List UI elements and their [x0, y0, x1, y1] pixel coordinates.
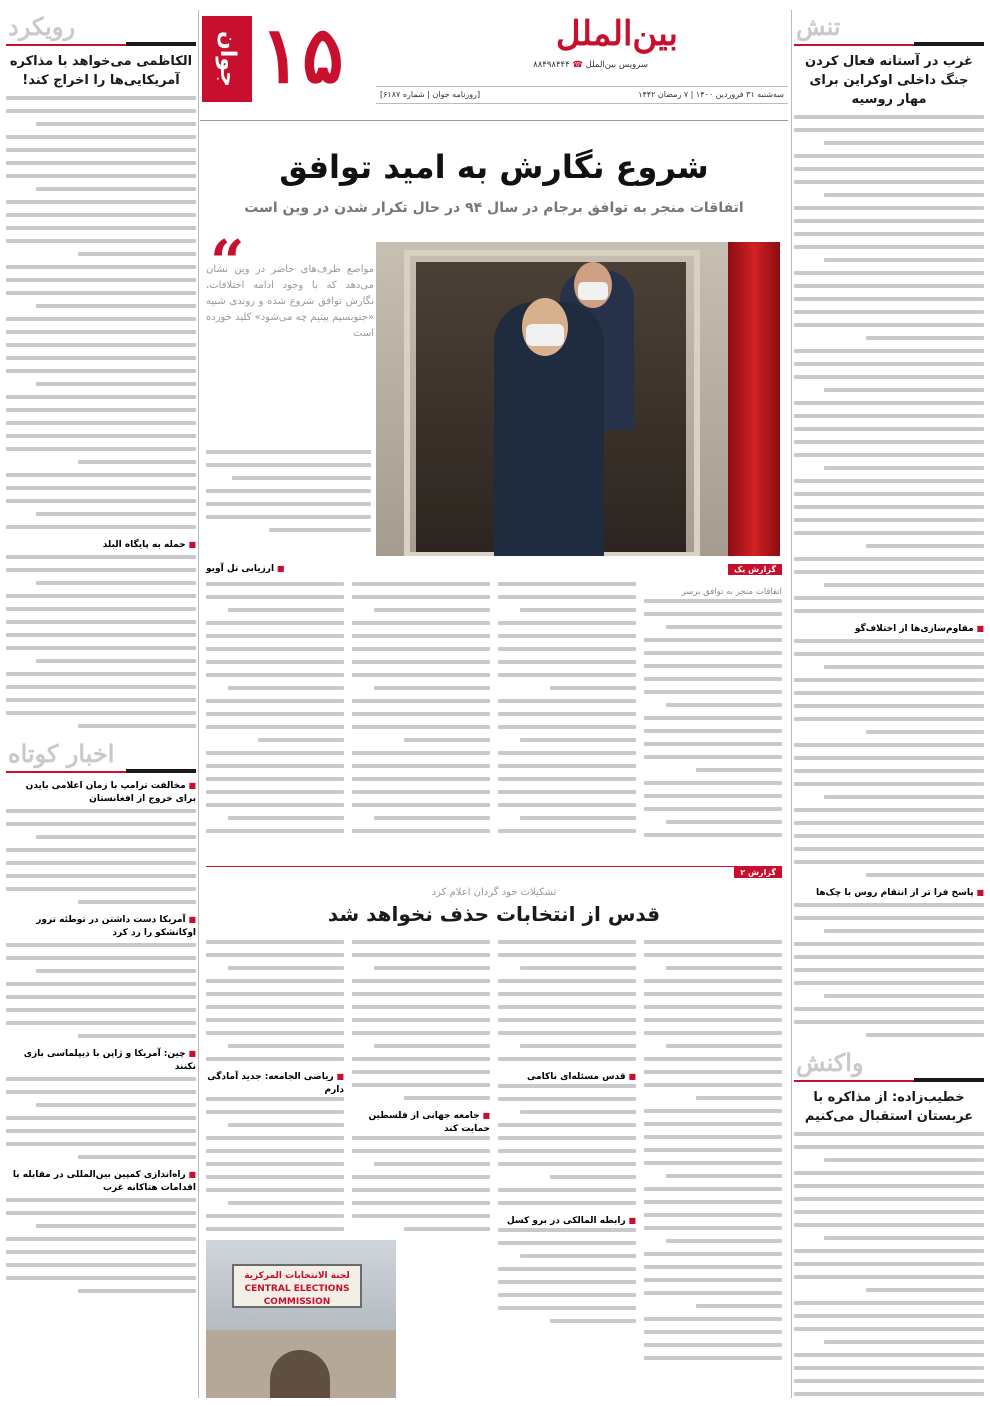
- pull-quote: مواضع طرف‌های حاضر در وین نشان می‌دهد که با وجود ادامه اختلافات، نگارش توافق شروع شده و روندی شبیه «جنوبسیم بیتیم چه می‌شود» کلید خورده است: [206, 264, 374, 339]
- report-tag-2: گزارش ۲: [734, 867, 782, 878]
- section-phone: ۸۸۴۹۸۴۴۴: [533, 60, 570, 70]
- left-kicker2-box: [6, 737, 196, 773]
- side-note: اتفاقات منجر به توافق برسر: [681, 587, 782, 597]
- lead-photo: [376, 242, 780, 556]
- section-2-kicker: تشکیلات خود گردان اعلام کرد: [431, 887, 557, 898]
- section-2-bar: [206, 866, 782, 881]
- right-kicker: تنش: [796, 12, 841, 41]
- left-subhead-1: ■ حمله به پایگاه البلد: [6, 538, 196, 552]
- lead-headline: شروع نگارش به امید توافق: [279, 148, 709, 186]
- left-article-title: الکاظمی می‌خواهد با مذاکره آمریکایی‌ها را اخراج کند!: [9, 54, 193, 88]
- section-2-subhead-3: ■ جامعه جهانی از فلسطین حمایت کند: [352, 1109, 490, 1136]
- election-commission-sign: لجنة الانتخابات المركزية CENTRAL ELECTIONS COMMISSION: [232, 1264, 362, 1308]
- right-kicker-box: [794, 10, 984, 46]
- issue-number: [روزنامه جوان | شماره ۶۱۸۷]: [380, 90, 481, 99]
- section-2-subhead-2: ■ ریاضی الجامعه: جدید آمادگی دارم: [206, 1070, 344, 1097]
- logo-number: ۱۵: [260, 10, 344, 101]
- brief-2-title: ■ آمریکا دست داشتن در توطئه ترور اوکانشکو را رد کرد: [6, 913, 196, 940]
- left-kicker: رویکرد: [8, 12, 76, 41]
- logo-word: جوان: [202, 16, 252, 102]
- column-separator: [198, 10, 199, 1398]
- brief-1-title: ■ مخالفت ترامپ با زمان اعلامی بایدن برای خروج از افغانستان: [6, 779, 196, 806]
- report-tag: گزارش یک: [728, 564, 782, 575]
- left-column: [6, 10, 196, 1398]
- right-subhead-1: ■ مقاوم‌سازی‌ها از اختلاف‌گو: [794, 622, 984, 636]
- right-subhead-2: ■ پاسخ فرا تر از انتقام روس با چک‌ها: [794, 886, 984, 900]
- lead-subhead-a: ■ ارزیابی تل آویو: [206, 562, 284, 576]
- right-kicker2-box: [794, 1046, 984, 1082]
- lead-subheadline: اتفاقات منجر به توافق برجام در سال ۹۴ در حال تکرار شدن در وین است: [244, 200, 744, 216]
- right-article-title: غرب در آستانه فعال کردن جنگ داخلی اوکراین برای مهار روسیه: [805, 54, 973, 107]
- section-2-subhead-1: ■ قدس مسئله‌ای ناکامی: [498, 1070, 636, 1084]
- kicker-dash: [914, 42, 984, 46]
- main-column: [200, 10, 788, 1398]
- left-kicker2: اخبار کوتاه: [8, 739, 115, 768]
- right-column: [794, 10, 984, 1398]
- phone-icon: ☎: [572, 60, 583, 70]
- brief-3-title: ■ چین: آمریکا و ژاپن با دیپلماسی بازی نکنند: [6, 1047, 196, 1074]
- right-kicker2: واکنش: [796, 1048, 864, 1077]
- right-article2-title: خطیب‌زاده: از مذاکره با عربستان استقبال می‌کنیم: [804, 1090, 974, 1124]
- section-tagline: سرویس بین‌الملل ☎ ۸۸۴۹۸۴۴۴: [533, 60, 648, 70]
- date-bar: [376, 86, 788, 104]
- column-separator: [791, 10, 792, 1398]
- section-name: بين‌الملل: [555, 14, 678, 54]
- section-2-headline: قدس از انتخابات حذف نخواهد شد: [327, 902, 661, 926]
- quote-mark-icon: “: [210, 228, 245, 298]
- masthead: [200, 10, 788, 121]
- lead-body: [206, 562, 782, 864]
- issue-date: سه‌شنبه ۳۱ فروردین ۱۴۰۰ | ۷ رمضان ۱۴۴۲: [638, 90, 784, 99]
- section-2-subhead-4: ■ رابطه المالکی در برو کسل: [498, 1214, 636, 1228]
- paper-logo: [202, 10, 374, 104]
- brief-4-title: ■ راه‌اندازی کمپین بین‌المللی در مقابله با اقدامات هتاکانه غرب: [6, 1168, 196, 1195]
- right-article-text: [794, 115, 984, 613]
- election-commission-photo: [206, 1240, 396, 1398]
- left-kicker-box: [6, 10, 196, 46]
- lead-body-left: [206, 450, 371, 541]
